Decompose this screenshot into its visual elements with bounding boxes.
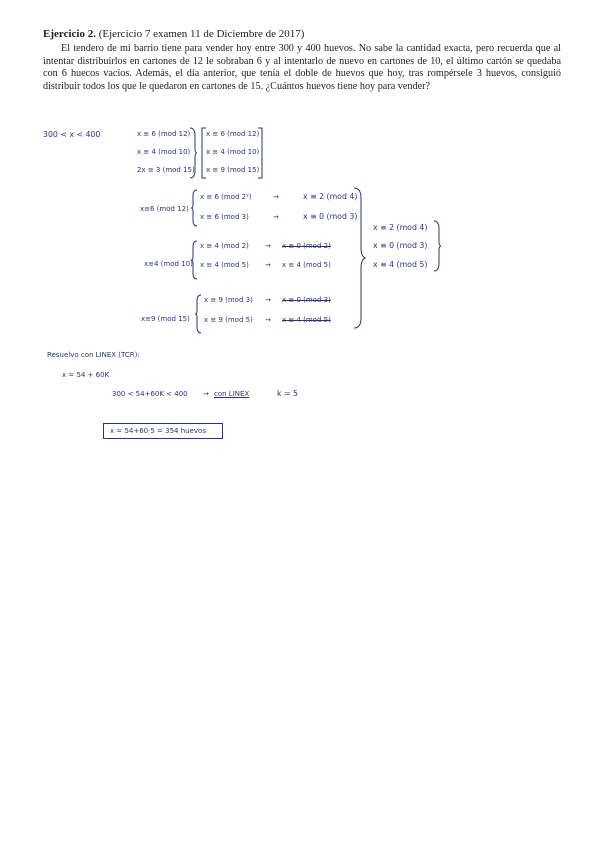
resolve-label: Resuelvo con LINEX (TCR): (47, 351, 140, 359)
big-right-brace (352, 186, 366, 330)
split3-label: x≡9 (mod 15) (141, 315, 190, 323)
split1-label: x≡6 (mod 12) (140, 205, 189, 213)
split2-row2-right: x ≡ 4 (mod 5) (282, 261, 331, 269)
final-congruence-3: x ≡ 4 (mod 5) (373, 260, 428, 269)
exercise-statement: El tendero de mi barrio tiene para vender hoy entre 300 y 400 huevos. No sabe la cantidad exacta, pero recuerda que al intentar distribuirlos en cartones de 12 le sobraban 6 y al intentarlo de nuevo en cartones de 10, el último cartón se quedaba con 6 huecos vacíos. Además, el día anterior, que tenía el doble de huevos que hoy, tras rompérsele 3 huevos, consiguió distribuir todos los que le quedaron en cartones de 15. ¿Cuántos huevos tiene hoy para vender? (43, 43, 561, 92)
split2-label: x≡4 (mod 10) (144, 260, 193, 268)
split1-row2-left: x ≡ 6 (mod 3) (200, 213, 249, 221)
split1-row1-right: x ≡ 2 (mod 4) (303, 192, 358, 201)
final-answer: x = 54+60·5 = 354 huevos (110, 427, 206, 435)
final-system-brace (432, 219, 442, 273)
final-answer-box (103, 423, 223, 439)
split1-row1-left: x ≡ 6 (mod 2²) (200, 193, 252, 201)
split1-row2-right: x ≡ 0 (mod 3) (303, 212, 358, 221)
exercise-source: (Ejercicio 7 examen 11 de Diciembre de 2017) (98, 28, 305, 40)
final-congruence-2: x ≡ 0 (mod 3) (373, 241, 428, 250)
split3-row2-left: x ≡ 9 (mod 5) (204, 316, 253, 324)
exercise-number: Ejercicio 2. (43, 28, 96, 40)
split2-brace (190, 240, 198, 280)
inequality: 300 < 54+60K < 400 (112, 390, 188, 398)
mid-system-right-brace (256, 126, 264, 180)
final-congruence-1: x ≡ 2 (mod 4) (373, 223, 428, 232)
mid-congruence-3: x ≡ 9 (mod 15) (206, 166, 260, 174)
left-congruence-2: x ≡ 4 (mod 10) (137, 148, 191, 156)
split2-row1-left: x ≡ 4 (mod 2) (200, 242, 249, 250)
split2-row2-arrow: → (265, 261, 271, 269)
split1-brace (190, 189, 198, 227)
split2-row1-arrow: → (265, 242, 271, 250)
split2-row2-left: x ≡ 4 (mod 5) (200, 261, 249, 269)
left-congruence-3: 2x ≡ 3 (mod 15) (137, 166, 195, 174)
split3-row2-right-crossed: x ≡ 4 (mod 5) (282, 316, 331, 324)
exercise-heading (43, 28, 304, 40)
split3-row1-arrow: → (265, 296, 271, 304)
left-system-brace (188, 126, 198, 180)
split1-row2-arrow: → (273, 213, 279, 221)
split3-row2-arrow: → (265, 316, 271, 324)
inequality-arrow: → (203, 390, 209, 398)
split3-row1-right-crossed: x ≡ 0 (mod 3) (282, 296, 331, 304)
split3-brace (194, 294, 202, 334)
split2-row1-right-crossed: x ≡ 0 (mod 2) (282, 242, 331, 250)
left-congruence-1: x ≡ 6 (mod 12) (137, 130, 191, 138)
mid-congruence-2: x ≡ 4 (mod 10) (206, 148, 260, 156)
inequality-method: con LINEX (214, 390, 250, 398)
k-value: k = 5 (277, 389, 298, 398)
mid-congruence-1: x ≡ 6 (mod 12) (206, 130, 260, 138)
general-solution: x = 54 + 60K (62, 371, 110, 379)
range-condition: 300 < x < 400 (43, 130, 101, 139)
split3-row1-left: x ≡ 9 (mod 3) (204, 296, 253, 304)
split1-row1-arrow: → (273, 193, 279, 201)
